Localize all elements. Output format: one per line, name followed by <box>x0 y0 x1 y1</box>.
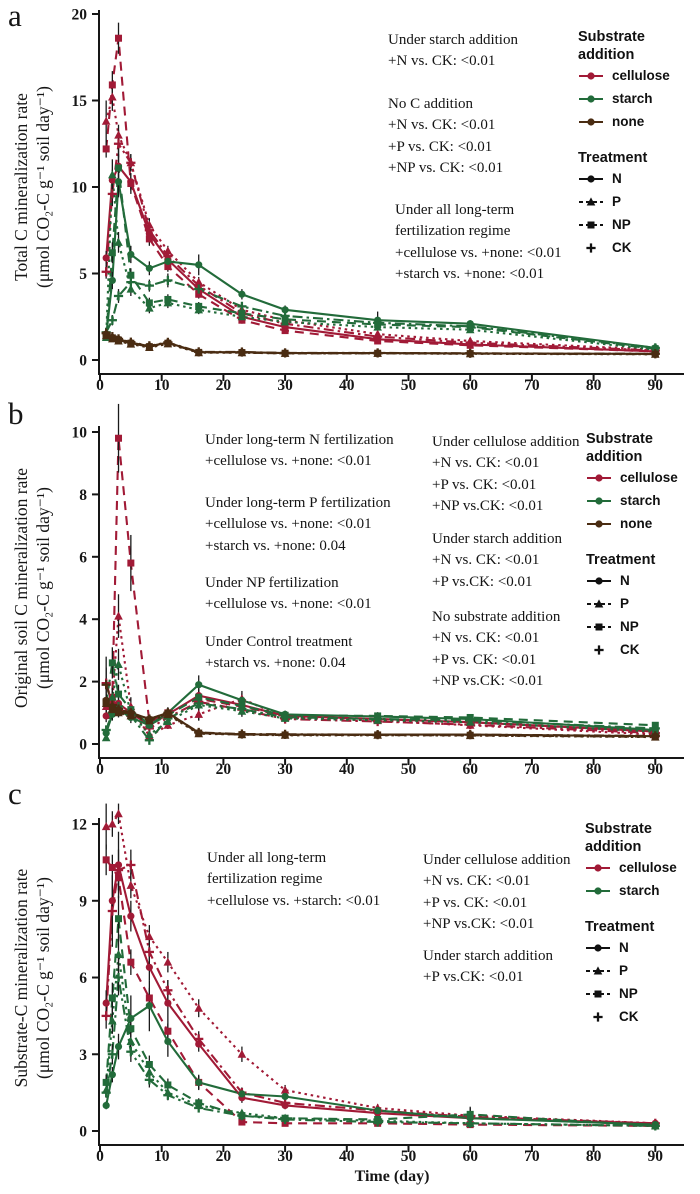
svg-text:20: 20 <box>71 6 87 24</box>
svg-text:6: 6 <box>79 970 87 988</box>
legend-item-CK: CK <box>578 236 670 259</box>
legend-item-NP: NP <box>578 213 670 236</box>
panel-c-letter: c <box>8 776 22 811</box>
svg-text:10: 10 <box>71 179 87 197</box>
svg-text:20: 20 <box>215 761 232 778</box>
panel-b-annotation-5: Under cellulose addition +N vs. CK: <0.01 +P vs. CK: <0.01 +NP vs.CK: <0.01 <box>432 434 580 514</box>
svg-text:20: 20 <box>215 1148 232 1165</box>
svg-text:10: 10 <box>153 377 170 394</box>
y-axis-title-line1: Total C mineralization rate <box>11 93 31 281</box>
x-axis-title: Time (day) <box>354 1168 430 1185</box>
legend-item-none: none <box>586 512 678 535</box>
svg-text:0: 0 <box>96 377 104 394</box>
starch-key-icon <box>578 93 604 105</box>
svg-text:8: 8 <box>79 486 87 504</box>
cellulose-key-icon <box>578 70 604 82</box>
panel-c-annotation-3: Under starch addition +P vs.CK: <0.01 <box>423 948 553 986</box>
svg-text:90: 90 <box>647 377 664 394</box>
panel-c-annotation-1: Under all long-term fertilization regime +cellulose vs. +starch: <0.01 <box>207 850 381 909</box>
NP-key-icon <box>578 219 604 231</box>
svg-text:40: 40 <box>339 377 355 394</box>
y-axis-title-line2: (μmol CO₂-C g⁻¹ soil day⁻¹) <box>33 877 53 1079</box>
cellulose-key-icon <box>586 472 612 484</box>
legend-treatment-title: Treatment <box>578 150 648 166</box>
svg-text:80: 80 <box>585 377 602 394</box>
svg-text:50: 50 <box>400 377 417 394</box>
legend-substrate-title: Substrate addition <box>578 29 645 63</box>
legend-treatment-title: Treatment <box>585 919 655 935</box>
svg-text:40: 40 <box>339 761 355 778</box>
panel-c-y-axis-title <box>10 818 54 1138</box>
none-key-icon <box>586 518 612 530</box>
y-axis-title-line1: Original soil C mineralization rate <box>11 467 31 709</box>
CK-key-icon <box>585 1011 611 1023</box>
svg-text:0: 0 <box>96 761 104 778</box>
legend-item-P: P <box>578 190 670 213</box>
legend-item-N: N <box>585 936 677 959</box>
panel-b-annotation-7: No substrate addition +N vs. CK: <0.01 +P vs. CK: <0.01 +NP vs.CK: <0.01 <box>432 609 561 689</box>
legend-item-CK: CK <box>585 1005 677 1028</box>
legend-item-cellulose: cellulose <box>585 856 677 879</box>
none-key-icon <box>578 116 604 128</box>
P-key-icon <box>586 598 612 610</box>
svg-text:30: 30 <box>277 1148 293 1165</box>
panel-a-annotation-1: Under starch addition +N vs. CK: <0.01 <box>388 32 518 70</box>
svg-text:0: 0 <box>79 736 87 754</box>
svg-text:4: 4 <box>79 611 87 629</box>
panel-b-annotation-1: Under long-term N fertilization +cellulose vs. +none: <0.01 <box>205 432 394 470</box>
panel-c-legend <box>585 820 677 1028</box>
svg-text:60: 60 <box>462 377 478 394</box>
svg-text:9: 9 <box>79 893 87 911</box>
svg-text:12: 12 <box>71 816 87 834</box>
N-key-icon <box>586 575 612 587</box>
panel-b-annotation-6: Under starch addition +N vs. CK: <0.01 +P vs.CK: <0.01 <box>432 531 562 590</box>
legend-item-N: N <box>578 167 670 190</box>
svg-text:50: 50 <box>400 761 417 778</box>
legend-item-starch: starch <box>578 87 670 110</box>
panel-b-letter: b <box>8 396 24 431</box>
starch-key-icon <box>585 885 611 897</box>
panel-c <box>0 778 700 1194</box>
svg-text:3: 3 <box>79 1046 87 1064</box>
svg-text:50: 50 <box>400 1148 417 1165</box>
P-key-icon <box>578 196 604 208</box>
svg-text:10: 10 <box>71 424 87 442</box>
CK-key-icon <box>578 242 604 254</box>
legend-item-NP: NP <box>586 615 678 638</box>
svg-text:30: 30 <box>277 377 293 394</box>
svg-text:70: 70 <box>524 1148 540 1165</box>
svg-text:80: 80 <box>585 761 602 778</box>
y-axis-title-line2: (μmol CO₂-C g⁻¹ soil day⁻¹) <box>33 86 53 288</box>
legend-item-starch: starch <box>586 489 678 512</box>
legend-item-none: none <box>578 110 670 133</box>
legend-substrate-title: Substrate addition <box>586 431 653 465</box>
svg-text:90: 90 <box>647 761 664 778</box>
panel-a-letter: a <box>8 0 22 33</box>
panel-b-y-axis-title <box>10 418 54 758</box>
legend-item-cellulose: cellulose <box>586 466 678 489</box>
panel-b-annotation-3: Under NP fertilization +cellulose vs. +none: <0.01 <box>205 575 372 613</box>
y-axis-title-line1: Substrate-C mineralization rate <box>11 868 31 1088</box>
svg-text:5: 5 <box>79 266 87 283</box>
svg-text:90: 90 <box>647 1148 664 1165</box>
cellulose-key-icon <box>585 862 611 874</box>
svg-text:20: 20 <box>215 377 232 394</box>
NP-key-icon <box>585 988 611 1000</box>
panel-a <box>0 0 700 398</box>
legend-item-P: P <box>586 592 678 615</box>
legend-item-CK: CK <box>586 638 678 661</box>
svg-text:10: 10 <box>153 761 170 778</box>
panel-b-annotation-2: Under long-term P fertilization +cellulose vs. +none: <0.01 +starch vs. +none: 0.04 <box>205 495 391 554</box>
svg-text:70: 70 <box>524 377 540 394</box>
svg-text:30: 30 <box>277 761 293 778</box>
N-key-icon <box>585 942 611 954</box>
starch-key-icon <box>586 495 612 507</box>
svg-text:70: 70 <box>524 761 540 778</box>
svg-text:60: 60 <box>462 1148 478 1165</box>
y-axis-title-line2: (μmol CO₂-C g⁻¹ soil day⁻¹) <box>33 487 53 689</box>
svg-text:15: 15 <box>71 93 87 110</box>
panel-a-legend <box>578 28 670 259</box>
legend-treatment-title: Treatment <box>586 552 656 568</box>
legend-item-P: P <box>585 959 677 982</box>
svg-text:10: 10 <box>153 1148 170 1165</box>
legend-item-NP: NP <box>585 982 677 1005</box>
svg-text:0: 0 <box>96 1148 104 1165</box>
CK-key-icon <box>586 644 612 656</box>
panel-b <box>0 398 700 778</box>
svg-text:60: 60 <box>462 761 478 778</box>
legend-item-starch: starch <box>585 879 677 902</box>
NP-key-icon <box>586 621 612 633</box>
N-key-icon <box>578 173 604 185</box>
panel-a-annotation-3: Under all long-term fertilization regime +cellulose vs. +none: <0.01 +starch vs. +none: <0.01 <box>395 202 562 282</box>
svg-text:6: 6 <box>79 549 87 567</box>
panel-a-annotation-2: No C addition +N vs. CK: <0.01 +P vs. CK: <0.01 +NP vs. CK: <0.01 <box>388 96 504 176</box>
legend-substrate-title: Substrate addition <box>585 821 652 855</box>
svg-text:80: 80 <box>585 1148 602 1165</box>
panel-b-legend <box>586 430 678 661</box>
P-key-icon <box>585 965 611 977</box>
svg-text:40: 40 <box>339 1148 355 1165</box>
panel-c-annotation-2: Under cellulose addition +N vs. CK: <0.01 +P vs. CK: <0.01 +NP vs.CK: <0.01 <box>423 852 571 932</box>
svg-text:0: 0 <box>79 352 87 370</box>
legend-item-N: N <box>586 569 678 592</box>
panel-a-y-axis-title <box>10 7 54 367</box>
svg-text:0: 0 <box>79 1123 87 1141</box>
panel-b-annotation-4: Under Control treatment +starch vs. +none: 0.04 <box>205 634 353 672</box>
legend-item-cellulose: cellulose <box>578 64 670 87</box>
svg-text:2: 2 <box>79 674 87 692</box>
